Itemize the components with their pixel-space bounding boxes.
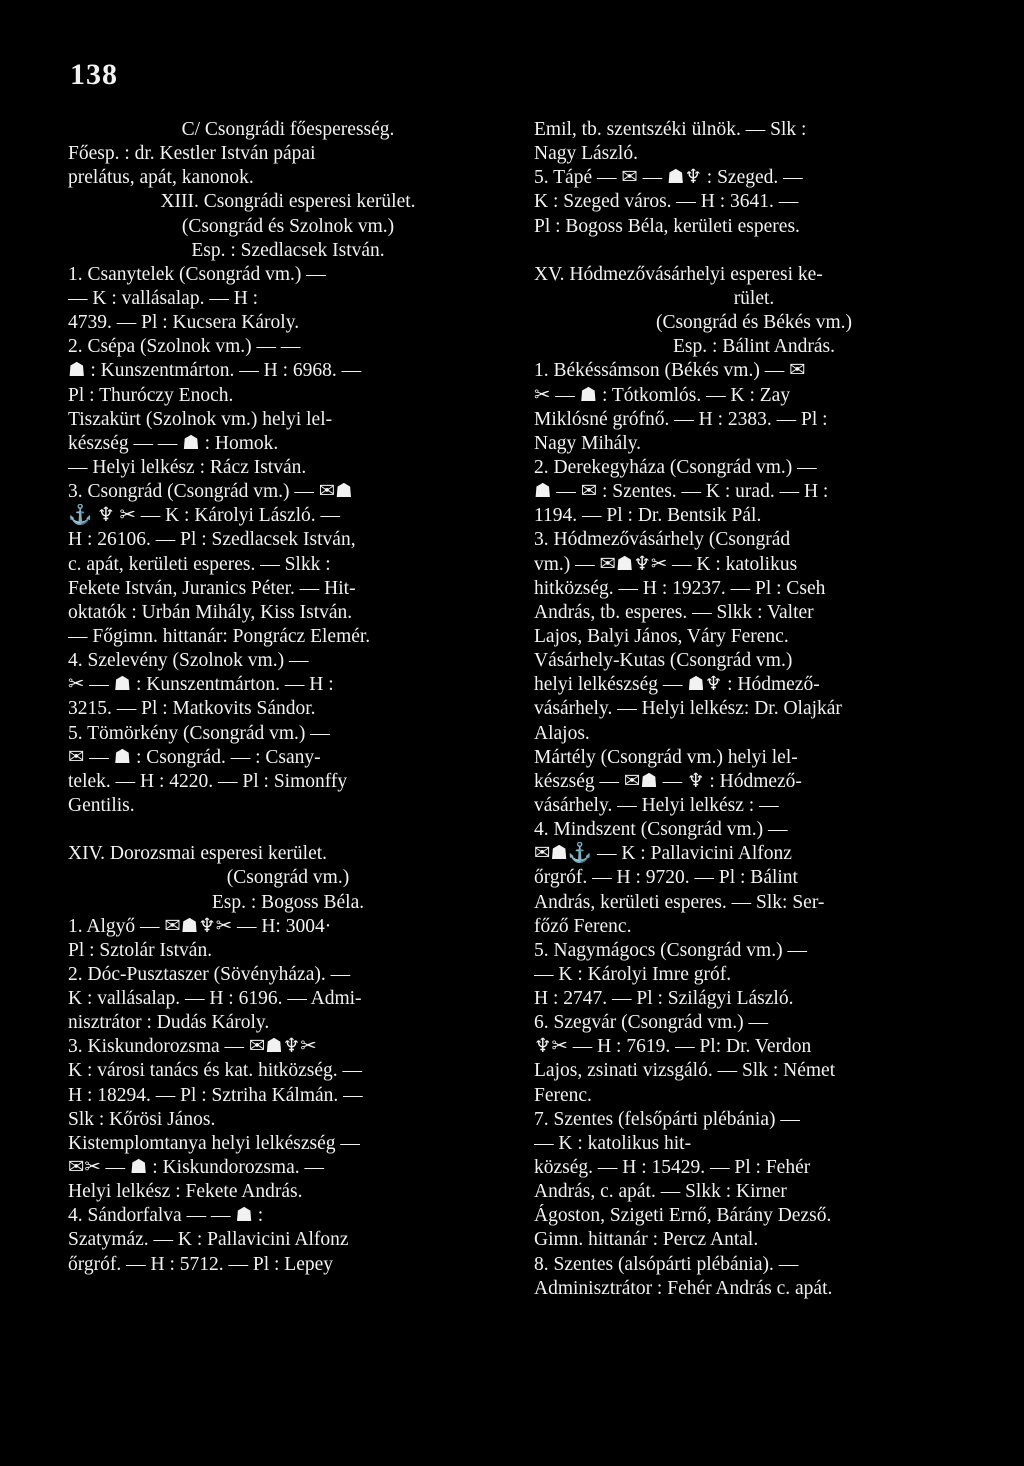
text-line: ♆✂ — H : 7619. — Pl: Dr. Verdon [534, 1036, 812, 1058]
text-line: Alajos. [534, 722, 590, 744]
text-line: Adminisztrátor : Fehér András c. apát. [534, 1277, 833, 1299]
text-line: K : vallásalap. — H : 6196. — Admi- [68, 988, 362, 1010]
text-line: 3. Hódmezővásárhely (Csongrád [534, 529, 791, 551]
text-line: ⚓ ♆ ✂ — K : Károlyi László. — [68, 505, 341, 527]
text-line: Fekete István, Juranics Péter. — Hit- [68, 577, 356, 599]
text-line: őrgróf. — H : 9720. — Pl : Bálint [534, 867, 798, 889]
text-line: 5. Nagymágocs (Csongrád vm.) — [534, 939, 807, 961]
text-line: főző Ferenc. [534, 915, 632, 937]
text-line: rület. [733, 287, 775, 309]
text-line: Gentilis. [68, 794, 135, 816]
text-line: 2. Csépa (Szolnok vm.) — — [68, 336, 301, 358]
text-line: — Helyi lelkész : Rácz István. [68, 456, 307, 478]
text-line: Főesp. : dr. Kestler István pápai [68, 143, 316, 165]
text-line: c. apát, kerületi esperes. — Slkk : [68, 553, 331, 575]
text-line: H : 18294. — Pl : Sztriha Kálmán. — [68, 1084, 363, 1106]
text-line: (Csongrád és Békés vm.) [655, 312, 853, 334]
text-line: Pl : Sztolár István. [68, 939, 213, 961]
text-line: Nagy László. [534, 143, 638, 165]
text-line: C/ Csongrádi főesperesség. [181, 119, 395, 140]
text-line: András, tb. esperes. — Slkk : Valter [534, 601, 814, 623]
text-line: oktatók : Urbán Mihály, Kiss István. [68, 601, 353, 623]
text-line: Pl : Thuróczy Enoch. [68, 384, 234, 406]
text-line: Emil, tb. szentszéki ülnök. — Slk : [534, 119, 807, 140]
text-line: Tiszakürt (Szolnok vm.) helyi lel- [68, 408, 333, 430]
text-line: András, c. apát. — Slkk : Kirner [534, 1181, 787, 1203]
text-line: 2. Derekegyháza (Csongrád vm.) — [534, 456, 817, 478]
text-line: Gimn. hittanár : Percz Antal. [534, 1229, 759, 1251]
text-line: készség — — ☗ : Homok. [68, 432, 279, 454]
text-line: (Csongrád és Szolnok vm.) [181, 215, 395, 237]
text-line: K : városi tanács és kat. hitközség. — [68, 1060, 363, 1082]
text-line: ✉✂ — ☗ : Kiskundorozsma. — [68, 1157, 324, 1179]
text-line: készség — ✉☗ — ♆ : Hódmező- [534, 770, 802, 792]
text-line: 4. Szelevény (Szolnok vm.) — [68, 650, 309, 672]
text-line: Slk : Kőrösi János. [68, 1108, 216, 1130]
text-line: 8. Szentes (alsópárti plébánia). — [534, 1253, 799, 1275]
text-line: 4. Sándorfalva — — ☗ : [68, 1205, 264, 1227]
left-column [68, 118, 508, 1277]
text-line: XIII. Csongrádi esperesi kerület. [160, 191, 416, 213]
text-line: ☗ : Kunszentmárton. — H : 6968. — [68, 360, 362, 382]
text-line: község. — H : 15429. — Pl : Fehér [534, 1157, 811, 1179]
text-line: 4. Mindszent (Csongrád vm.) — [534, 819, 788, 841]
text-line: Vásárhely-Kutas (Csongrád vm.) [534, 650, 793, 672]
text-line: 3. Csongrád (Csongrád vm.) — ✉☗ [68, 481, 353, 503]
text-line: 5. Tömörkény (Csongrád vm.) — [68, 722, 330, 744]
text-line: Helyi lelkész : Fekete András. [68, 1181, 303, 1203]
text-line: prelátus, apát, kanonok. [68, 167, 254, 189]
text-line: Lajos, zsinati vizsgáló. — Slk : Német [534, 1060, 836, 1082]
text-line: 2. Dóc-Pusztaszer (Sövényháza). — [68, 963, 351, 985]
text-line: helyi lelkészség — ☗♆ : Hódmező- [534, 674, 820, 696]
text-line [534, 239, 974, 263]
text-line: Ágoston, Szigeti Ernő, Bárány Dezső. [534, 1205, 832, 1227]
text-line: 1. Békéssámson (Békés vm.) — ✉ [534, 360, 806, 382]
text-line: 3. Kiskundorozsma — ✉☗♆✂ [68, 1036, 317, 1058]
text-line: K : Szeged város. — H : 3641. — [534, 191, 799, 213]
text-line: 1. Algyő — ✉☗♆✂ — H: 3004· [68, 915, 332, 937]
text-line: 1. Csanytelek (Csongrád vm.) — [68, 263, 326, 285]
text-line: (Csongrád vm.) [226, 867, 350, 889]
text-line: őrgróf. — H : 5712. — Pl : Lepey [68, 1253, 334, 1275]
text-line: Kistemplomtanya helyi lelkészség — [68, 1132, 360, 1154]
text-line: vásárhely. — Helyi lelkész : — [534, 794, 779, 816]
text-line: Esp. : Bogoss Béla. [211, 891, 365, 913]
text-line: Ferenc. [534, 1084, 592, 1106]
text-line: ✂ — ☗ : Kunszentmárton. — H : [68, 674, 334, 696]
text-line: Mártély (Csongrád vm.) helyi lel- [534, 746, 798, 768]
text-line: — Főgimn. hittanár: Pongrácz Elemér. [68, 625, 371, 647]
text-line: András, kerületi esperes. — Slk: Ser- [534, 891, 825, 913]
text-line: Lajos, Balyi János, Váry Ferenc. [534, 625, 789, 647]
text-line [68, 818, 508, 842]
text-line: 5. Tápé — ✉ — ☗♆ : Szeged. — [534, 167, 803, 189]
text-line: XV. Hódmezővásárhelyi esperesi ke- [534, 263, 823, 285]
text-line: Nagy Mihály. [534, 432, 642, 454]
text-line: Szatymáz. — K : Pallavicini Alfonz [68, 1229, 349, 1251]
page-number: 138 [70, 58, 118, 91]
text-line: ✉ — ☗ : Csongrád. — : Csany- [68, 746, 321, 768]
text-line: hitközség. — H : 19237. — Pl : Cseh [534, 577, 826, 599]
text-line: 4739. — Pl : Kucsera Károly. [68, 312, 300, 334]
text-line: Esp. : Szedlacsek István. [191, 239, 385, 261]
text-line: — K : vallásalap. — H : [68, 287, 259, 309]
text-line: ☗ — ✉ : Szentes. — K : urad. — H : [534, 481, 829, 503]
text-line: XIV. Dorozsmai esperesi kerület. [68, 843, 328, 865]
text-line: 6. Szegvár (Csongrád vm.) — [534, 1012, 768, 1034]
text-line: H : 26106. — Pl : Szedlacsek István, [68, 529, 356, 551]
text-line: H : 2747. — Pl : Szilágyi László. [534, 988, 794, 1010]
text-line: — K : Károlyi Imre gróf. [534, 963, 732, 985]
text-line: Miklósné grófnő. — H : 2383. — Pl : [534, 408, 828, 430]
text-line: 7. Szentes (felsőpárti plébánia) — [534, 1108, 800, 1130]
text-line: vm.) — ✉☗♆✂ — K : katolikus [534, 553, 798, 575]
text-line: Esp. : Bálint András. [673, 336, 835, 358]
text-line: telek. — H : 4220. — Pl : Simonffy [68, 770, 348, 792]
text-line: 3215. — Pl : Matkovits Sándor. [68, 698, 316, 720]
text-line: 1194. — Pl : Dr. Bentsik Pál. [534, 505, 762, 527]
text-line: — K : katolikus hit- [534, 1132, 692, 1154]
text-line: ✂ — ☗ : Tótkomlós. — K : Zay [534, 384, 791, 406]
text-line: vásárhely. — Helyi lelkész: Dr. Olajkár [534, 698, 842, 720]
text-line: Pl : Bogoss Béla, kerületi esperes. [534, 215, 800, 237]
right-column [534, 118, 974, 1301]
text-line: nisztrátor : Dudás Károly. [68, 1012, 270, 1034]
text-line: ✉☗⚓ — K : Pallavicini Alfonz [534, 843, 792, 865]
